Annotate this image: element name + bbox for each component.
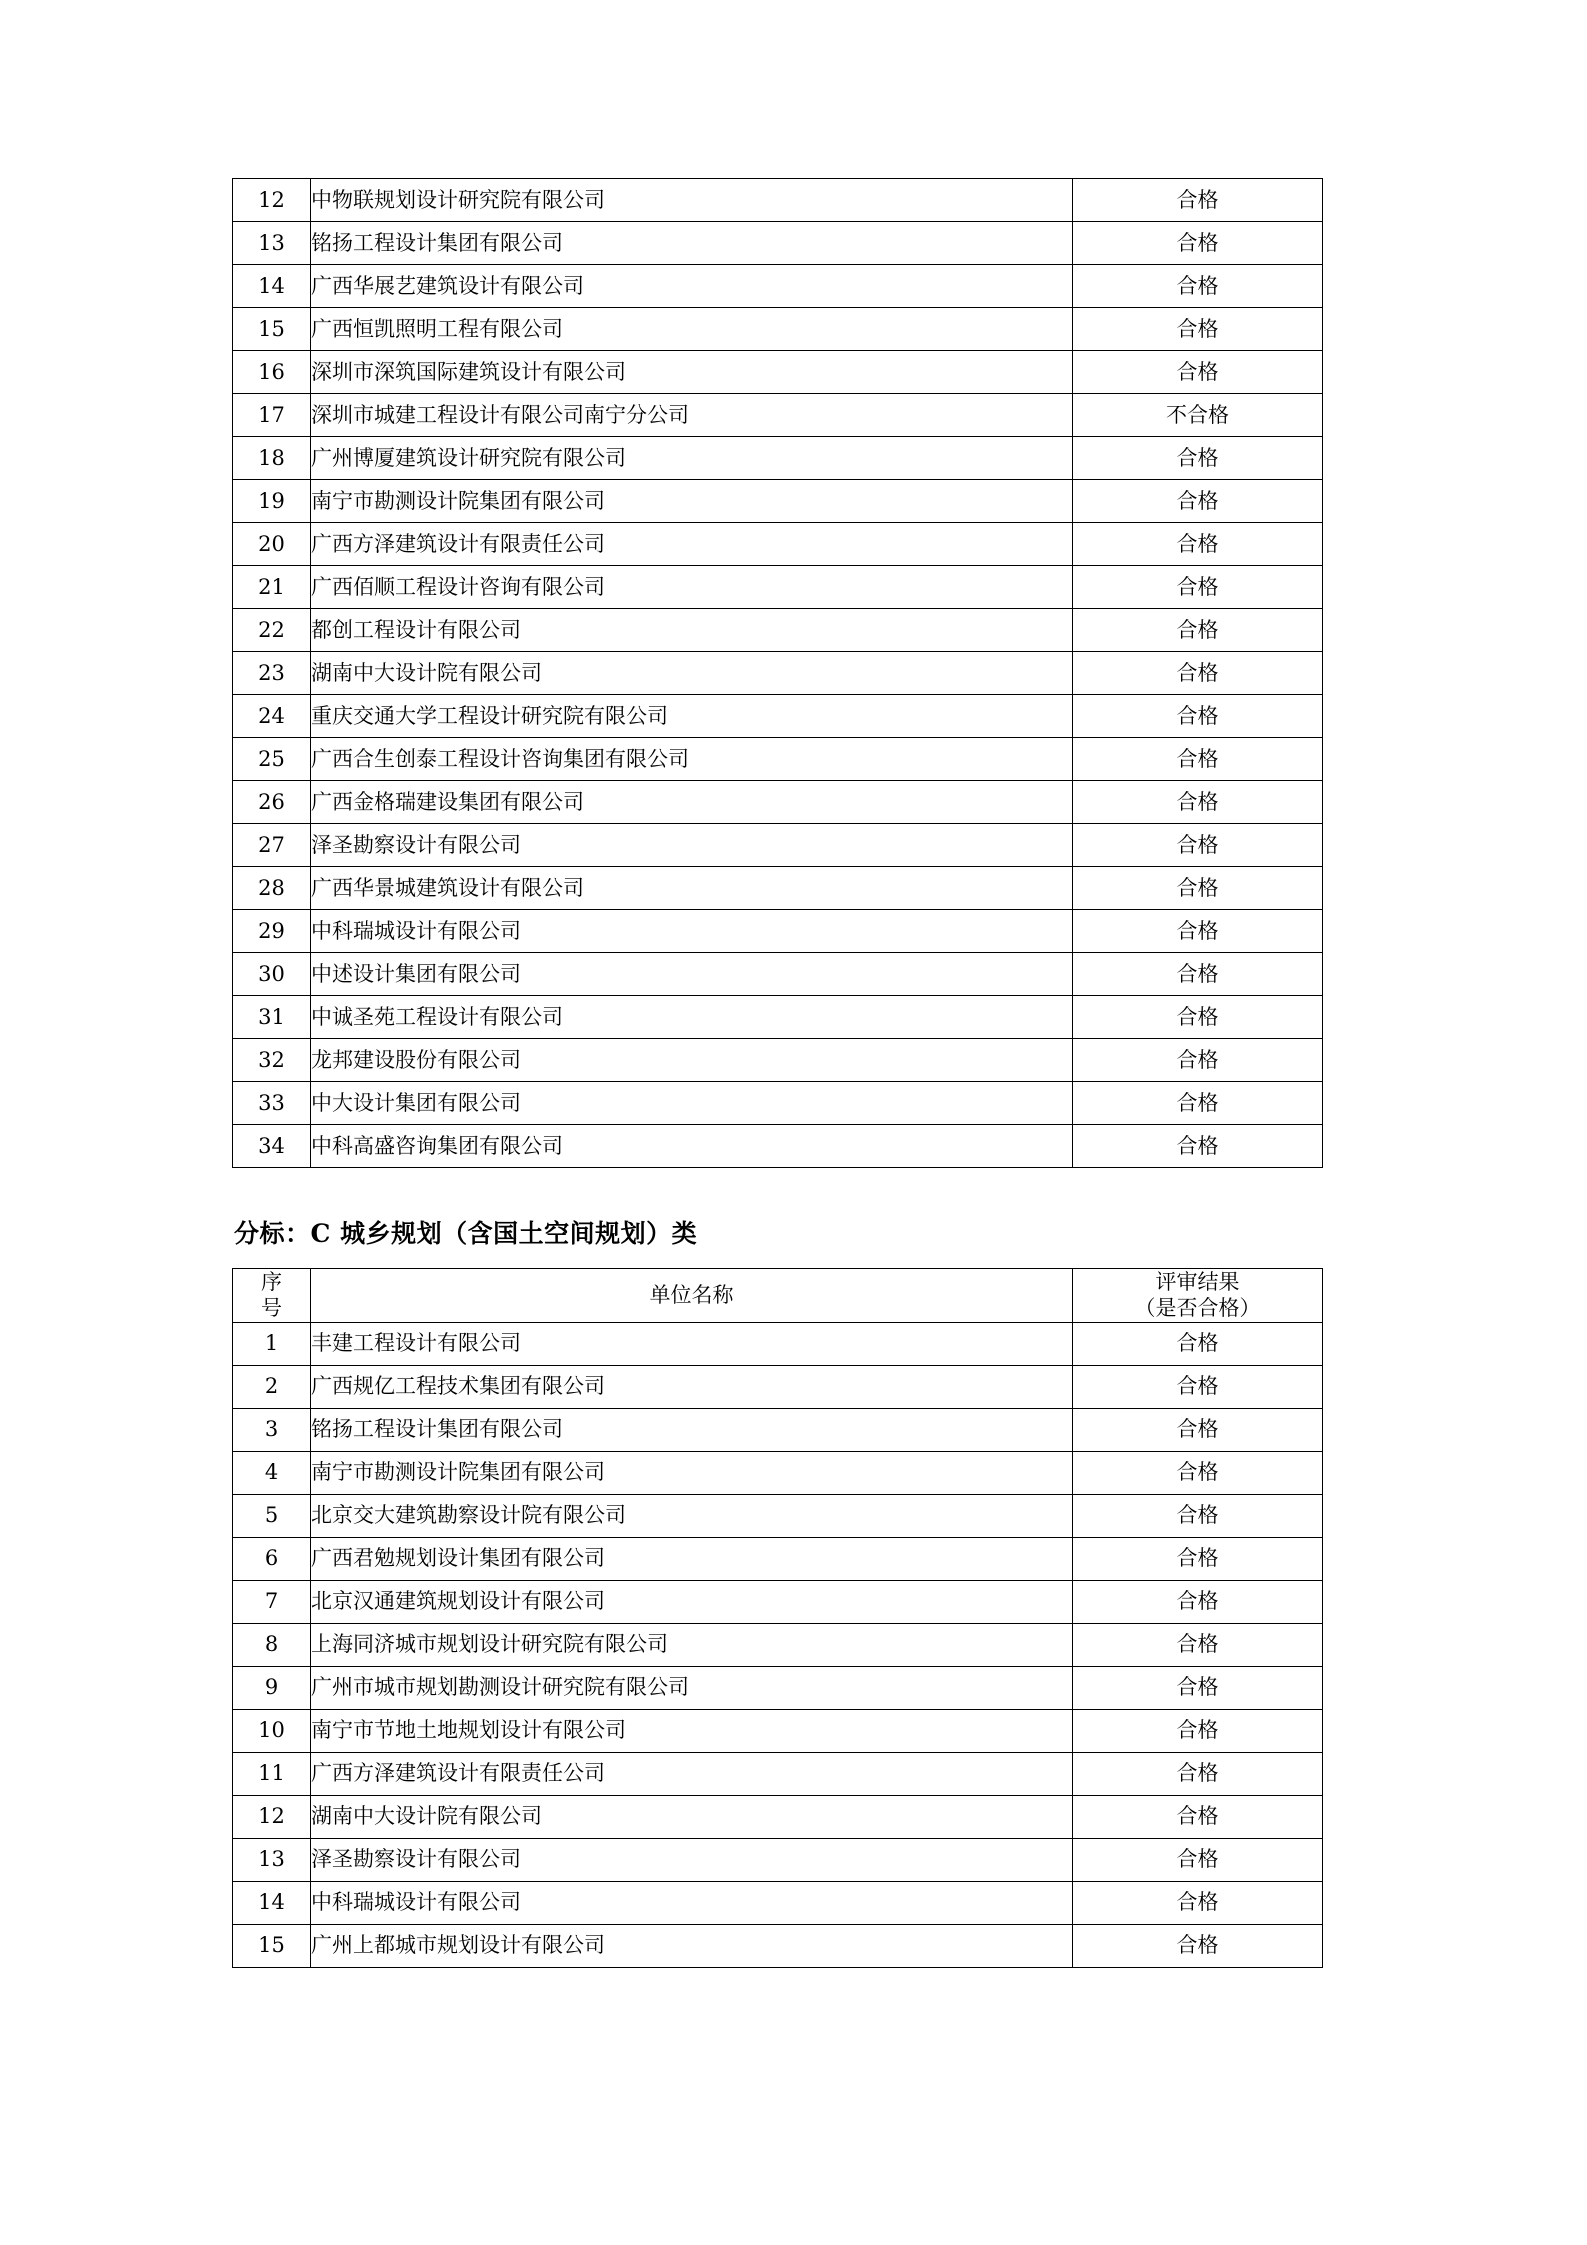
row-result: 合格 bbox=[1073, 437, 1323, 480]
row-company-name: 广州上都城市规划设计有限公司 bbox=[311, 1924, 1073, 1967]
row-result: 合格 bbox=[1073, 910, 1323, 953]
row-index: 6 bbox=[233, 1537, 311, 1580]
row-company-name: 广西华展艺建筑设计有限公司 bbox=[311, 265, 1073, 308]
row-index: 3 bbox=[233, 1408, 311, 1451]
row-result: 合格 bbox=[1073, 1365, 1323, 1408]
row-index: 5 bbox=[233, 1494, 311, 1537]
row-company-name: 铭扬工程设计集团有限公司 bbox=[311, 222, 1073, 265]
row-result: 合格 bbox=[1073, 222, 1323, 265]
row-index: 26 bbox=[233, 781, 311, 824]
row-company-name: 广州博厦建筑设计研究院有限公司 bbox=[311, 437, 1073, 480]
row-result: 合格 bbox=[1073, 1125, 1323, 1168]
row-index: 28 bbox=[233, 867, 311, 910]
header-index-line1: 序 bbox=[261, 1270, 282, 1294]
table-row bbox=[233, 1924, 1323, 1967]
row-result: 不合格 bbox=[1073, 394, 1323, 437]
row-index: 1 bbox=[233, 1322, 311, 1365]
row-company-name: 广西恒凯照明工程有限公司 bbox=[311, 308, 1073, 351]
row-index: 20 bbox=[233, 523, 311, 566]
row-result: 合格 bbox=[1073, 179, 1323, 222]
row-result: 合格 bbox=[1073, 824, 1323, 867]
row-result: 合格 bbox=[1073, 480, 1323, 523]
row-index: 27 bbox=[233, 824, 311, 867]
table-row bbox=[233, 265, 1323, 308]
row-index: 31 bbox=[233, 996, 311, 1039]
row-result: 合格 bbox=[1073, 1666, 1323, 1709]
row-company-name: 广西佰顺工程设计咨询有限公司 bbox=[311, 566, 1073, 609]
row-company-name: 南宁市勘测设计院集团有限公司 bbox=[311, 1451, 1073, 1494]
table-row bbox=[233, 394, 1323, 437]
table-row bbox=[233, 824, 1323, 867]
row-result: 合格 bbox=[1073, 1322, 1323, 1365]
row-result: 合格 bbox=[1073, 652, 1323, 695]
row-company-name: 广西华景城建筑设计有限公司 bbox=[311, 867, 1073, 910]
row-index: 11 bbox=[233, 1752, 311, 1795]
table-row bbox=[233, 1082, 1323, 1125]
row-index: 32 bbox=[233, 1039, 311, 1082]
header-index bbox=[233, 1269, 311, 1323]
row-index: 15 bbox=[233, 308, 311, 351]
table-row bbox=[233, 566, 1323, 609]
row-result: 合格 bbox=[1073, 953, 1323, 996]
row-index: 33 bbox=[233, 1082, 311, 1125]
row-index: 10 bbox=[233, 1709, 311, 1752]
table-row bbox=[233, 1881, 1323, 1924]
row-company-name: 湖南中大设计院有限公司 bbox=[311, 1795, 1073, 1838]
table-row bbox=[233, 695, 1323, 738]
row-company-name: 深圳市城建工程设计有限公司南宁分公司 bbox=[311, 394, 1073, 437]
table-row bbox=[233, 1537, 1323, 1580]
table-row bbox=[233, 1408, 1323, 1451]
row-company-name: 南宁市节地土地规划设计有限公司 bbox=[311, 1709, 1073, 1752]
table-row bbox=[233, 1666, 1323, 1709]
row-index: 17 bbox=[233, 394, 311, 437]
row-company-name: 广西金格瑞建设集团有限公司 bbox=[311, 781, 1073, 824]
row-result: 合格 bbox=[1073, 308, 1323, 351]
table-row bbox=[233, 953, 1323, 996]
header-company-name: 单位名称 bbox=[311, 1269, 1073, 1323]
row-index: 13 bbox=[233, 222, 311, 265]
row-company-name: 广西规亿工程技术集团有限公司 bbox=[311, 1365, 1073, 1408]
table-c-head bbox=[233, 1269, 1323, 1323]
row-result: 合格 bbox=[1073, 1039, 1323, 1082]
row-index: 12 bbox=[233, 1795, 311, 1838]
document-body bbox=[232, 178, 1354, 1968]
table-row bbox=[233, 1838, 1323, 1881]
row-company-name: 中科瑞城设计有限公司 bbox=[311, 910, 1073, 953]
row-result: 合格 bbox=[1073, 609, 1323, 652]
row-company-name: 中述设计集团有限公司 bbox=[311, 953, 1073, 996]
row-result: 合格 bbox=[1073, 523, 1323, 566]
row-index: 16 bbox=[233, 351, 311, 394]
row-company-name: 都创工程设计有限公司 bbox=[311, 609, 1073, 652]
table-c-body bbox=[233, 1322, 1323, 1967]
row-result: 合格 bbox=[1073, 1881, 1323, 1924]
row-index: 29 bbox=[233, 910, 311, 953]
row-company-name: 北京交大建筑勘察设计院有限公司 bbox=[311, 1494, 1073, 1537]
header-result bbox=[1073, 1269, 1323, 1323]
table-row bbox=[233, 910, 1323, 953]
row-index: 14 bbox=[233, 265, 311, 308]
table-row bbox=[233, 609, 1323, 652]
row-company-name: 中科高盛咨询集团有限公司 bbox=[311, 1125, 1073, 1168]
row-result: 合格 bbox=[1073, 1408, 1323, 1451]
table-row bbox=[233, 1580, 1323, 1623]
table-row bbox=[233, 179, 1323, 222]
row-company-name: 广西方泽建筑设计有限责任公司 bbox=[311, 1752, 1073, 1795]
row-index: 19 bbox=[233, 480, 311, 523]
table-header-row bbox=[233, 1269, 1323, 1323]
row-index: 22 bbox=[233, 609, 311, 652]
row-company-name: 广西君勉规划设计集团有限公司 bbox=[311, 1537, 1073, 1580]
row-company-name: 泽圣勘察设计有限公司 bbox=[311, 1838, 1073, 1881]
row-result: 合格 bbox=[1073, 1494, 1323, 1537]
row-company-name: 北京汉通建筑规划设计有限公司 bbox=[311, 1580, 1073, 1623]
row-result: 合格 bbox=[1073, 1752, 1323, 1795]
section-title-c: 分标：C 城乡规划（含国土空间规划）类 bbox=[234, 1219, 698, 1248]
row-result: 合格 bbox=[1073, 1795, 1323, 1838]
row-result: 合格 bbox=[1073, 265, 1323, 308]
table-row bbox=[233, 867, 1323, 910]
row-index: 25 bbox=[233, 738, 311, 781]
row-index: 14 bbox=[233, 1881, 311, 1924]
table-b-continued bbox=[232, 178, 1323, 1168]
row-result: 合格 bbox=[1073, 781, 1323, 824]
row-company-name: 重庆交通大学工程设计研究院有限公司 bbox=[311, 695, 1073, 738]
table-row bbox=[233, 1795, 1323, 1838]
row-company-name: 上海同济城市规划设计研究院有限公司 bbox=[311, 1623, 1073, 1666]
row-result: 合格 bbox=[1073, 996, 1323, 1039]
row-company-name: 广西合生创泰工程设计咨询集团有限公司 bbox=[311, 738, 1073, 781]
table-row bbox=[233, 1494, 1323, 1537]
row-index: 13 bbox=[233, 1838, 311, 1881]
row-company-name: 湖南中大设计院有限公司 bbox=[311, 652, 1073, 695]
row-company-name: 广州市城市规划勘测设计研究院有限公司 bbox=[311, 1666, 1073, 1709]
row-index: 12 bbox=[233, 179, 311, 222]
row-result: 合格 bbox=[1073, 1580, 1323, 1623]
row-result: 合格 bbox=[1073, 867, 1323, 910]
table-row bbox=[233, 1623, 1323, 1666]
row-index: 8 bbox=[233, 1623, 311, 1666]
row-index: 4 bbox=[233, 1451, 311, 1494]
row-result: 合格 bbox=[1073, 351, 1323, 394]
row-company-name: 深圳市深筑国际建筑设计有限公司 bbox=[311, 351, 1073, 394]
row-result: 合格 bbox=[1073, 1451, 1323, 1494]
table-row bbox=[233, 308, 1323, 351]
row-index: 15 bbox=[233, 1924, 311, 1967]
table-row bbox=[233, 996, 1323, 1039]
row-index: 18 bbox=[233, 437, 311, 480]
row-index: 9 bbox=[233, 1666, 311, 1709]
table-row bbox=[233, 1125, 1323, 1168]
row-index: 2 bbox=[233, 1365, 311, 1408]
table-row bbox=[233, 1039, 1323, 1082]
row-result: 合格 bbox=[1073, 738, 1323, 781]
row-company-name: 中诚圣苑工程设计有限公司 bbox=[311, 996, 1073, 1039]
row-result: 合格 bbox=[1073, 1709, 1323, 1752]
row-company-name: 南宁市勘测设计院集团有限公司 bbox=[311, 480, 1073, 523]
table-row bbox=[233, 1709, 1323, 1752]
row-index: 21 bbox=[233, 566, 311, 609]
row-result: 合格 bbox=[1073, 1082, 1323, 1125]
table-row bbox=[233, 1322, 1323, 1365]
row-result: 合格 bbox=[1073, 1537, 1323, 1580]
row-index: 7 bbox=[233, 1580, 311, 1623]
table-row bbox=[233, 437, 1323, 480]
table-row bbox=[233, 222, 1323, 265]
header-result-line2: （是否合格） bbox=[1134, 1296, 1261, 1321]
row-index: 24 bbox=[233, 695, 311, 738]
row-result: 合格 bbox=[1073, 566, 1323, 609]
row-company-name: 中物联规划设计研究院有限公司 bbox=[311, 179, 1073, 222]
row-company-name: 丰建工程设计有限公司 bbox=[311, 1322, 1073, 1365]
row-company-name: 泽圣勘察设计有限公司 bbox=[311, 824, 1073, 867]
header-result-line1: 评审结果 bbox=[1155, 1270, 1240, 1294]
table-row bbox=[233, 351, 1323, 394]
row-company-name: 铭扬工程设计集团有限公司 bbox=[311, 1408, 1073, 1451]
row-index: 30 bbox=[233, 953, 311, 996]
table-c bbox=[232, 1268, 1323, 1968]
row-index: 34 bbox=[233, 1125, 311, 1168]
row-company-name: 龙邦建设股份有限公司 bbox=[311, 1039, 1073, 1082]
table-row bbox=[233, 652, 1323, 695]
row-company-name: 广西方泽建筑设计有限责任公司 bbox=[311, 523, 1073, 566]
row-company-name: 中大设计集团有限公司 bbox=[311, 1082, 1073, 1125]
row-result: 合格 bbox=[1073, 1838, 1323, 1881]
row-result: 合格 bbox=[1073, 695, 1323, 738]
table-b-body bbox=[233, 179, 1323, 1168]
row-result: 合格 bbox=[1073, 1623, 1323, 1666]
row-result: 合格 bbox=[1073, 1924, 1323, 1967]
row-company-name: 中科瑞城设计有限公司 bbox=[311, 1881, 1073, 1924]
header-index-line2: 号 bbox=[261, 1296, 282, 1321]
table-row bbox=[233, 480, 1323, 523]
table-row bbox=[233, 1365, 1323, 1408]
row-index: 23 bbox=[233, 652, 311, 695]
table-row bbox=[233, 781, 1323, 824]
table-row bbox=[233, 1451, 1323, 1494]
table-row bbox=[233, 523, 1323, 566]
table-row bbox=[233, 1752, 1323, 1795]
table-row bbox=[233, 738, 1323, 781]
